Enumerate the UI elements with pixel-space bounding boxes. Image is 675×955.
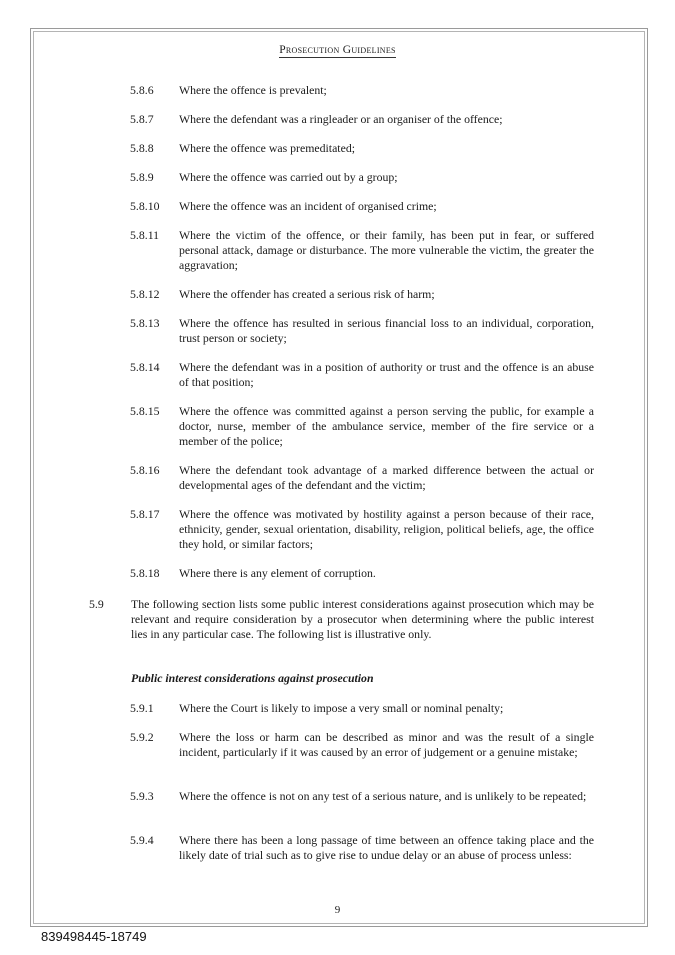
item-text: Where the defendant was in a position of authority or trust and the offence is an abuse of that position;	[179, 360, 594, 389]
item-number: 5.8.13	[130, 316, 160, 330]
item-number: 5.8.10	[130, 199, 160, 213]
item-number: 5.8.17	[130, 507, 160, 521]
item-text: Where the offence was committed against a person serving the public, for example a doctor, nurse, member of the ambulance service, member of the fire service or a member of the police;	[179, 404, 594, 448]
item-number: 5.9.1	[130, 701, 154, 715]
item-number: 5.8.9	[130, 170, 154, 184]
item-number: 5.8.18	[130, 566, 160, 580]
item-text: Where the victim of the offence, or their family, has been put in fear, or suffered personal attack, damage or disturbance. The more vulnerable the victim, the greater the aggravation;	[179, 228, 594, 272]
item-text: Where the offence is prevalent;	[179, 83, 327, 97]
item-number: 5.9.2	[130, 730, 154, 744]
item-number: 5.8.12	[130, 287, 160, 301]
item-number: 5.8.8	[130, 141, 154, 155]
item-text: Where the offence was carried out by a group;	[179, 170, 398, 184]
item-text: Where the offender has created a serious risk of harm;	[179, 287, 435, 301]
document-id: 839498445-18749	[41, 929, 147, 944]
item-number: 5.9.4	[130, 833, 154, 847]
item-number: 5.8.7	[130, 112, 154, 126]
item-number: 5.9.3	[130, 789, 154, 803]
item-text: Where the defendant was a ringleader or an organiser of the offence;	[179, 112, 503, 126]
subheading: Public interest considerations against prosecution	[131, 671, 374, 685]
item-text: Where the offence has resulted in serious financial loss to an individual, corporation, trust person or society;	[179, 316, 594, 345]
item-text: Where the offence was motivated by hostility against a person because of their race, ethnicity, gender, sexual orientation, disability, religion, political beliefs, age, the office they hold, or similar factors;	[179, 507, 594, 551]
item-text: Where the Court is likely to impose a very small or nominal penalty;	[179, 701, 504, 715]
header-title: Prosecution Guidelines	[279, 44, 396, 56]
item-number: 5.8.16	[130, 463, 160, 477]
running-header	[0, 40, 675, 58]
page-number: 9	[334, 904, 341, 916]
item-text: Where the offence is not on any test of a serious nature, and is unlikely to be repeated;	[179, 789, 587, 803]
item-text: Where there is any element of corruption.	[179, 566, 376, 580]
item-number: 5.8.6	[130, 83, 154, 97]
item-text: Where the offence was premeditated;	[179, 141, 355, 155]
item-text: Where the defendant took advantage of a marked difference between the actual or developmental ages of the defendant and the victim;	[179, 463, 594, 492]
section-text: The following section lists some public interest considerations against prosecution which may be relevant and require consideration by a prosecutor when determining where the public interest lies in any particular case. The following list is illustrative only.	[131, 597, 594, 641]
item-number: 5.8.11	[130, 228, 160, 242]
item-text: Where the offence was an incident of organised crime;	[179, 199, 437, 213]
section-number: 5.9	[89, 597, 104, 611]
item-text: Where there has been a long passage of time between an offence taking place and the likely date of trial such as to give rise to undue delay or an abuse of process unless:	[179, 833, 594, 862]
item-number: 5.8.15	[130, 404, 160, 418]
item-number: 5.8.14	[130, 360, 160, 374]
item-text: Where the loss or harm can be described as minor and was the result of a single incident, particularly if it was caused by an error of judgement or a genuine mistake;	[179, 730, 594, 759]
